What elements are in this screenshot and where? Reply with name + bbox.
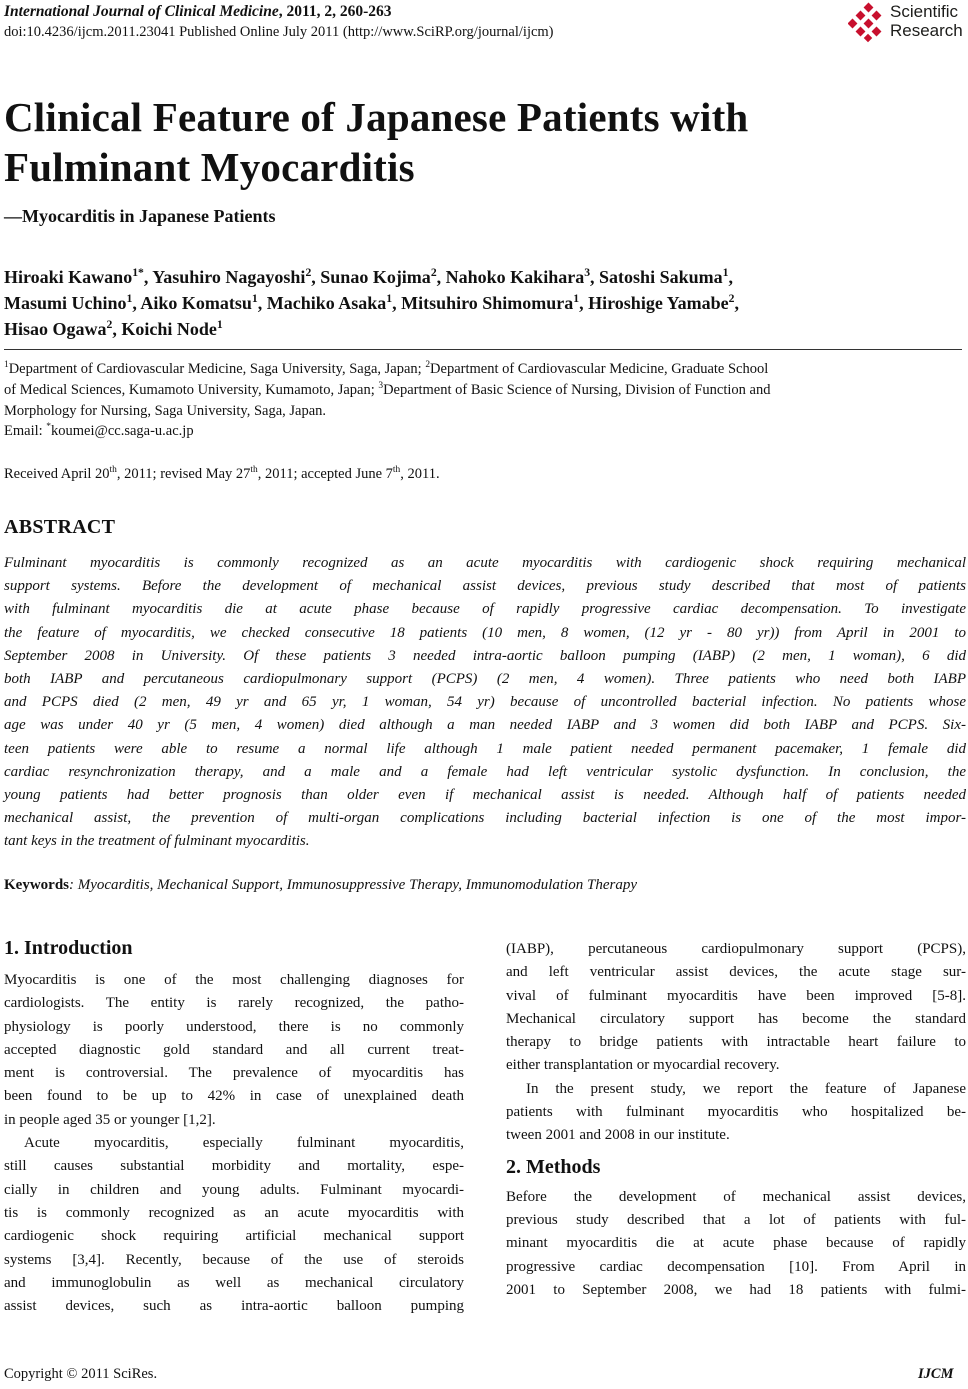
text-line: 2001 to September 2008, we had 18 patients with fulmi- [506,1281,966,1298]
text-line: cially in children and young adults. Fulminant myocardi- [4,1181,464,1198]
journal-name: International Journal of Clinical Medicine [4,3,279,20]
paper-subtitle: —Myocarditis in Japanese Patients [4,206,276,226]
scientific-research-logo [848,2,968,44]
journal-header [4,3,392,21]
text-line: minant myocarditis die at acute phase because of rapidly [506,1235,966,1252]
journal-volume-pages: , 2011, 2, 260-263 [278,3,392,20]
text-line: both IABP and percutaneous cardiopulmonary support (PCPS) (2 men, 4 women). Three patients who need both IABP [4,670,966,687]
paper-title: Clinical Feature of Japanese Patients with Fulminant Myocarditis [4,94,749,190]
header-divider [4,349,962,350]
text-line: age was under 40 yr (5 men, 4 women) died although a man needed IABP and 3 women did both IABP and PCPS. Six- [4,717,966,734]
introduction-text [4,969,464,1318]
text-line: patients with fulminant myocarditis who hospitalized be- [506,1104,966,1121]
text-line: September 2008 in University. Of these patients 3 needed intra-aortic balloon pumping (IABP) (2 men, 1 woman), 6 did [4,647,966,664]
keywords: Keywords: Myocarditis, Mechanical Support, Immunosuppressive Therapy, Immunomodulation Therapy [4,877,637,893]
text-line: (IABP), percutaneous cardiopulmonary support (PCPS), [506,941,966,957]
text-line: cardiologists. The entity is rarely recognized, the patho- [4,995,464,1012]
author-list [4,264,964,342]
text-line: and immunoglobulin as well as mechanical circulatory [4,1274,464,1291]
text-line: Mechanical circulatory support has become the standard [506,1010,966,1027]
text-line: In the present study, we report the feature of Japanese [526,1080,966,1097]
author-line-2: Masumi Uchino$^1$, Aiko Komatsu$^1$, Machiko Asaka$^1$, Mitsuhiro Shimomura$^1$, Hiroshige Yamabe$^2$, [4,292,739,313]
abstract-heading: ABSTRACT [4,516,116,538]
left-column [4,933,464,1318]
text-line: young patients had better prognosis than older even if mechanical assist is needed. Although half of patients needed [4,786,966,803]
text-line: tant keys in the treatment of fulminant myocarditis. [4,833,310,850]
text-line: the feature of myocarditis, we checked consecutive 18 patients (10 men, 8 women, (12 yr - 80 yr)) from April in 2001 to [4,624,966,641]
text-line: been found to be up to 42% in case of unexplained death [4,1088,464,1105]
section-heading-introduction: 1. Introduction [4,937,133,959]
text-line: accepted diagnostic gold standard and all current treat- [4,1041,464,1058]
text-line: tis is commonly recognized as an acute myocarditis with [4,1204,464,1221]
text-line: ment is controversial. The prevalence of myocarditis has [4,1065,464,1082]
footer-copyright: Copyright © 2011 SciRes. [4,1366,158,1382]
author-line-1: Hiroaki Kawano$^{1*}$, Yasuhiro Nagayoshi$^2$, Sunao Kojima$^2$, Nahoko Kakihara$^3$, Satoshi Sakuma$^1$, [4,266,733,287]
footer-journal-abbr: IJCM [918,1366,954,1382]
text-line: Fulminant myocarditis is commonly recognized as an acute myocarditis with cardiogenic shock requiring mechanical [4,555,966,571]
text-line: cardiogenic shock requiring artificial mechanical support [4,1228,464,1245]
text-line: with fulminant myocarditis die at acute phase because of rapidly progressive cardiac decompensation. To investigate [4,601,966,618]
text-line: mechanical assist, the prevention of multi-organ complications including bacterial infection is one of the most impor- [4,810,966,827]
text-line: progressive cardiac decompensation [10]. From April in [506,1258,966,1275]
author-line-3: Hisao Ogawa$^2$, Koichi Node$^1$ [4,318,223,339]
text-line: teen patients were able to resume a normal life although 1 male patient needed permanent pacemaker, 1 female did [4,740,966,757]
text-line: Myocarditis is one of the most challenging diagnoses for [4,972,464,988]
text-line: previous study described that a lot of patients with ful- [506,1211,966,1228]
contact-email: Email: *koumei@cc.saga-u.ac.jp [4,422,194,439]
methods-text [506,1186,966,1302]
text-line: Acute myocarditis, especially fulminant myocarditis, [24,1135,464,1152]
text-line: Before the development of mechanical assist devices, [506,1188,966,1205]
text-line: and PCPS died (2 men, 49 yr and 65 yr, 1 woman, 54 yr) because of uncontrolled bacterial infection. No patients whose [4,694,966,711]
section-heading-methods: 2. Methods [506,1155,601,1178]
keywords-label: Keywords [4,877,69,893]
text-line: assist devices, such as intra-aortic balloon pumping [4,1298,464,1315]
abstract-body [4,552,966,853]
text-line: in people aged 35 or younger [1,2]. [4,1111,216,1128]
doi-line: doi:10.4236/ijcm.2011.23041 Published Online July 2011 (http://www.SciRP.org/journal/ijcm) [4,24,554,40]
email-link[interactable]: koumei@cc.saga-u.ac.jp [51,423,194,439]
affiliations: $^1$Department of Cardiovascular Medicine, Saga University, Saga, Japan; $^2$Department of Cardiovascular Medicine, Graduate School of Medical Sciences, Kumamoto University, Kumamoto, Japan; $^3$Department of Basic Science of Nursing, Division of Function and Morphology for Nursing, Saga University, Saga, Japan. [4,360,771,419]
text-line: systems [3,4]. Recently, because of the use of steroids [4,1251,464,1268]
text-line: support systems. Before the development of mechanical assist devices, previous study described that most of patients [4,578,966,595]
text-line: still causes substantial morbidity and mortality, espe- [4,1158,464,1175]
received-dates: Received April 20th, 2011; revised May 27th, 2011; accepted June 7th, 2011. [4,465,440,482]
text-line: either transplantation or myocardial recovery. [506,1057,780,1074]
logo-diamond-icon [848,2,888,44]
right-column [506,938,966,1302]
text-line: physiology is poorly understood, there is no commonly [4,1018,464,1035]
logo-text: Scientific Research [890,2,963,40]
text-line: cardiac resynchronization therapy, and a male and a female had left ventricular systolic dysfunction. In conclusion, the [4,763,966,780]
text-line: vival of fulminant myocarditis have been improved [5-8]. [506,987,966,1004]
text-line: and left ventricular assist devices, the acute stage sur- [506,964,966,981]
text-line: therapy to bridge patients with intractable heart failure to [506,1034,966,1051]
text-line: tween 2001 and 2008 in our institute. [506,1127,730,1144]
introduction-text-continued [506,938,966,1148]
